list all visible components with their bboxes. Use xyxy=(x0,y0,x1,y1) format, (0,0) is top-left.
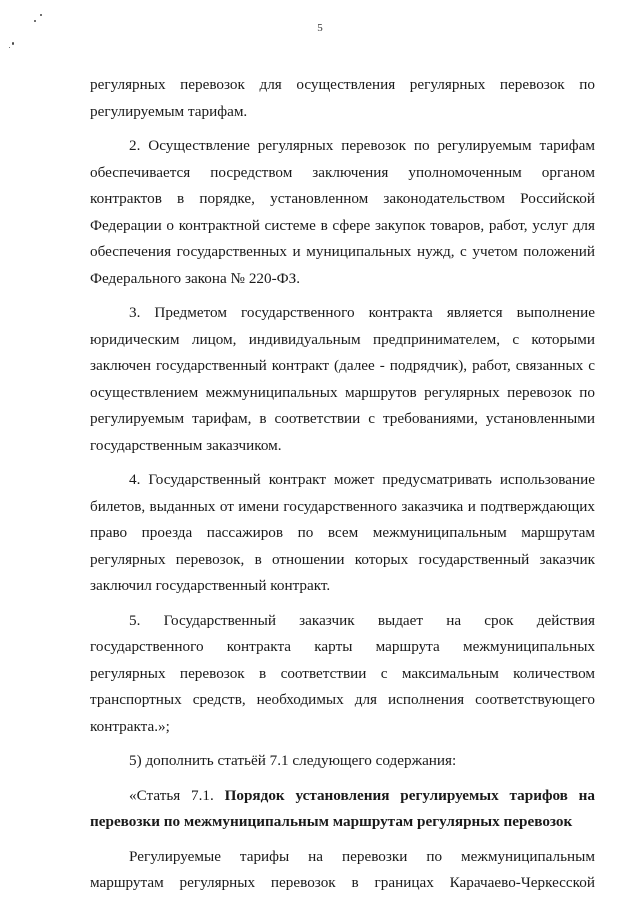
text-line: 2. Осуществление регулярных перевозок по регулируемым тарифам xyxy=(129,137,595,154)
paragraph xyxy=(90,72,595,125)
text-line: 4. Государственный контракт может предусматривать использование xyxy=(129,471,595,488)
text-line: обеспечения государственных и муниципальных нужд, с учетом положений xyxy=(90,243,595,260)
paragraph xyxy=(90,467,595,600)
text-line: регулируемым тарифам. xyxy=(90,102,248,120)
text-line: билетов, выданных от имени государственного заказчика и подтверждающих xyxy=(90,497,595,515)
text-line: право проезда пассажиров по всем межмуниципальным маршрутам xyxy=(90,524,595,541)
text-line: контракта.»; xyxy=(90,717,170,735)
text-line: регулярных перевозок, в отношении которых государственный заказчик xyxy=(90,550,595,568)
text-line: заключил государственный контракт. xyxy=(90,577,331,594)
article-prefix: «Статья 7.1. xyxy=(129,786,214,804)
text-line: государственного контракта карты маршрута межмуниципальных xyxy=(90,638,595,655)
text-line: Федерального закона № 220-ФЗ. xyxy=(90,269,301,287)
text-line: государственным заказчиком. xyxy=(90,436,282,454)
document-body xyxy=(90,72,595,897)
text-line: 5) дополнить статьёй 7.1 следующего содержания: xyxy=(129,752,457,769)
text-line: 5. Государственный заказчик выдает на срок действия xyxy=(129,611,595,629)
paragraph xyxy=(90,844,595,897)
text-line: регулируемым тарифам, в соответствии с требованиями, установленными xyxy=(90,410,595,427)
article-heading xyxy=(90,783,595,836)
text-line: 3. Предметом государственного контракта является выполнение xyxy=(129,304,595,321)
text-line: Федерации о контрактной системе в сфере закупок товаров, работ, услуг для xyxy=(90,216,595,234)
article-title-continued: перевозки по межмуниципальным маршрутам регулярных перевозок xyxy=(90,813,573,830)
text-line: Регулируемые тарифы на перевозки по межмуниципальным xyxy=(129,847,595,865)
text-line: осуществлением межмуниципальных маршрутов регулярных перевозок по xyxy=(90,383,595,401)
text-line: регулярных перевозок для осуществления регулярных перевозок по xyxy=(90,76,595,93)
text-line: юридическим лицом, индивидуальным предпринимателем, с которыми xyxy=(90,330,595,348)
text-line: обеспечивается посредством заключения уполномоченным органом xyxy=(90,163,595,181)
text-line xyxy=(90,783,595,810)
paragraph xyxy=(90,748,595,775)
scan-speck xyxy=(9,47,10,48)
text-line: заключен государственный контракт (далее - подрядчик), работ, связанных с xyxy=(90,357,595,374)
page-number: 5 xyxy=(317,22,323,34)
text-line: транспортных средств, необходимых для исполнения соответствующего xyxy=(90,691,595,708)
text-line: маршрутам регулярных перевозок в границах Карачаево-Черкесской xyxy=(90,874,595,891)
article-title: Порядок установления регулируемых тарифов на xyxy=(224,786,595,804)
text-line: контрактов в порядке, установленном законодательством Российской xyxy=(90,190,595,207)
scan-speck xyxy=(40,14,42,16)
paragraph xyxy=(90,608,595,741)
scan-speck xyxy=(12,42,14,45)
paragraph xyxy=(90,300,595,459)
paragraph xyxy=(90,133,595,292)
text-line: регулярных перевозок в соответствии с максимальным количеством xyxy=(90,664,595,682)
